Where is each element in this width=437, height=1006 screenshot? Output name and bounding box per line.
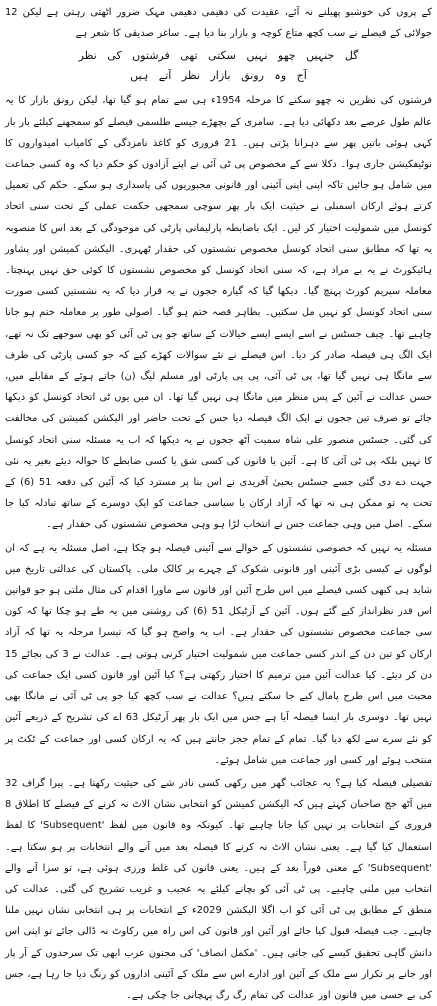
intro-paragraph: کے پروں کی خوشبو پھیلنے نہ آئے، عقیدت کی دھیمی دھیمی مہک ضرور اٹھتی رہتی ہے لیکن 12 جولائی کے فیصلے نے سب کچھ متاع کوچہ و بازار بنا دیا ہے۔ ساغر صدیقی کا شعر ہے — [5, 7, 432, 40]
poem-couplet — [5, 46, 432, 86]
poem-line-1: گل جنہیں چھو نہیں سکتی تھی فرشتوں کی نظر — [78, 49, 359, 63]
poem-line-2: آج وہ رونق بازار نظر آتے ہیں — [130, 69, 307, 83]
paragraph-1: فرشتوں کی نظریں نہ چھو سکنے کا مرحلہ 1954ء ہی سے تمام ہو گیا تھا، لیکن رونق بازار کا یہ عالم طول عرصے بعد دکھائی دیا ہے۔ سامری کے بچھڑے جیسے طلسمی فیصلے کو سمجھنے کیلئے بار بار کہی ہوئی باتیں پھر سے دہرانا پڑتی ہیں۔ 21 فروری کو کاغذ نامزدگی کے کامیاب امیدواروں کا نوٹیفکیشن جاری ہوا۔ دکلا سے کے مخصوص پی ٹی آئی نے اپنے آزادوں کو حکم دیا کہ وہ کسی جماعت میں شامل ہو جائیں تاکہ اپنی اپنی آئینی اور قانونی مجبوریوں کی پاسداری ہو سکے۔ حکم کی تعمیل کرتے ہوئے ارکان اسمبلی نے حیثیت ایک بار پھر سوچی سمجھی حکمت عملی کے تحت سنی اتحاد کونسل میں شمولیت اختیار کر لیں۔ ایک باضابطہ پارلیمانی پارٹی کی موجودگی کے بعد اس کا منصوبہ یہ تھا کہ مطابق سنی اتحاد کونسل مخصوص نشستوں کی حقدار ٹھہری۔ الیکشن کمیشن اور پشاور ہائیکورٹ نے یہ بے مراد ہے، کہ سنی اتحاد کونسل کو مخصوص نشستوں کا کوئی حق نہیں پہنچتا۔ معاملہ سپریم کورٹ پہنچ گیا۔ دیکھا گیا کہ گیارہ ججوں نے یہ قرار دیا کہ یہ نشستیں کسی صورت سنی اتحاد کونسل کو نہیں مل سکتیں۔ بظاہر قصہ ختم ہو گیا۔ اصولی طور پر معاملہ ختم ہو جانا چاہیے تھا۔ چیف جسٹس نے اسے ایسے ایسے خیالات کے ساتھ جو پی ٹی آئی کو بھی سوجھے تک نہ تھے، ایک الگ ہی فیصلہ صادر کر دیا۔ اس فیصلے نے نئے سوالات کھڑے کیے کہ جو کسی پارٹی کی طرف سے مانگا ہی نہیں گیا تھا، پی ٹی آئی، پی پی پارٹی اور مسلم لیگ (ن) جاتے ہوئے کے مقابلے میں، حسن عدالت نے آئین کے پس منظر میں مانگا ہی نہیں گیا تھا۔ ان میں یوں ٹی اتحاد کونسل کو دیکھا جائے تو صرف تین ججوں نے ایک الگ فیصلہ دیا جس کے تحت حاضر اور الیکشن کمیشن کی مخالفت کی گئی۔ جسٹس منصور علی شاہ سمیت آٹھ ججوں نے یہ دیکھا کہ اب یہ مسئلہ سنی اتحاد کونسل کا نہیں بلکہ پی ٹی آئی کا ہے۔ آئین یا قانون کی کسی شق یا کسی ضابطے کا حوالہ دیئے بغیر یہ نئی جہت دے دی گئی جسے جسٹس یحییٰ آفریدی نے اس بنا پر مسترد کیا کہ آئین کی دفعہ 51 (6) کے تحت یہ تو ممکن ہی نہ تھا کہ آزاد ارکان یا سیاسی جماعت کو ایک دوسرے کے ساتھ تبادلہ کیا جا سکے۔ اصل میں وہی جماعت جس نے انتخاب لڑا ہو وہی مخصوص نشستوں کی حقدار ہے۔ — [5, 95, 433, 531]
paragraph-2: مسئلہ یہ نہیں کہ خصوصی نشستوں کے حوالے سے آئینی فیصلہ ہو چکا ہے، اصل مسئلہ یہ ہے کہ ان لوگوں نے کیسی بڑی آئینی اور قانونی شکوک کے چہرے پر کالک ملی۔ پاکستان کی عدالتی تاریخ میں شاید ہی کبھی کسی فیصلے میں اس طرح آئین اور قانون سے ماورا اقدام کی مثال ملتی ہو جو قوانین اس قدر نظرانداز کیے گئے ہوں۔ آئین کے آرٹیکل 51 (6) کی روشنی میں یہ طے ہو چکا تھا کہ کون سی جماعت مخصوص نشستوں کی حقدار ہے۔ اب یہ واضح ہو گیا کہ تیسرا مرحلہ یہ تھا کہ آزاد ارکان کو تین دن کے اندر کسی جماعت میں شمولیت اختیار کرنی ہوتی ہے۔ عدالت نے 3 کی بجائے 15 دن کر دیئے۔ کیا عدالت آئین میں ترمیم کا اختیار رکھتی ہے؟ کیا آئین اور قانون کسی ایک جماعت کی محبت میں اس طرح پامال کیے جا سکتے ہیں؟ عدالت نے سب کچھ کیا جو پی ٹی آئی نے مانگا بھی نہیں تھا۔ دوسری بار ایسا فیصلہ آیا ہے جس میں ایک بار پھر آرٹیکل 63 اے کی تشریح کے ذریعے آئین کو نئے سرے سے لکھ دیا گیا۔ تمام کے تمام ججز جانتے ہیں کہ یہ ارکان کسی اور جماعت کے ٹکٹ پر منتخب ہوئے اور کسی اور جماعت میں شامل ہوئے۔ — [5, 542, 432, 766]
paragraph-3: تفصیلی فیصلہ کیا ہے؟ یہ عجائب گھر میں رکھی کسی نادر شے کی حیثیت رکھتا ہے۔ پیرا گراف 32 میں آٹھ جج صاحبان کہتے ہیں کہ الیکشن کمیشن کو انتخابی نشان الاٹ نہ کرنے کے فیصلے کا اطلاق 8 فروری کے انتخابات پر نہیں کیا جانا چاہیے تھا۔ کیونکہ وہ قانون میں لفظ 'Subsequent' کا لفظ استعمال کیا گیا ہے۔ یعنی نشان الاٹ نہ کرنے کا فیصلہ بعد میں آنے والے انتخابات پر ہو سکتا ہے۔ 'Subsequent' کے معنی فوراً بعد کے ہیں۔ یعنی قانون کی غلط ورزی ہوئی ہے، تو سزا آنے والے انتخاب میں ملنی چاہیے۔ پی ٹی آئی کو بچانے کیلئے یہ عجیب و غریب تشریح کی گئی۔ عدالت کی منطق کے مطابق پی ٹی آئی کو اب اگلا الیکشن 2029ء کے انتخابات پر ہی انتخابی نشان نہیں ملنا چاہیے۔ جب فیصلہ قبول کیا جائے اور آئین اور قانون کی اس راہ میں رکاوٹ نہ ڈالی جائے تو اپنی اس دانش گاہی تحقیق کیسے کی جاتی ہیں۔ 'مکمل انصاف' کی مجنون عرب ابھی تک سرحدوں کے آر پار اور جانے پر تکرار سے ملک کے آئین اور ادارے اس سے ملک کے آئینی اداروں کو رنگ دیا جا رہا ہے، جس کی بے حسی میں قانون اور عدالت کی تمام رگ رگ پہچانی جا چکی ہے۔ — [5, 777, 432, 1001]
